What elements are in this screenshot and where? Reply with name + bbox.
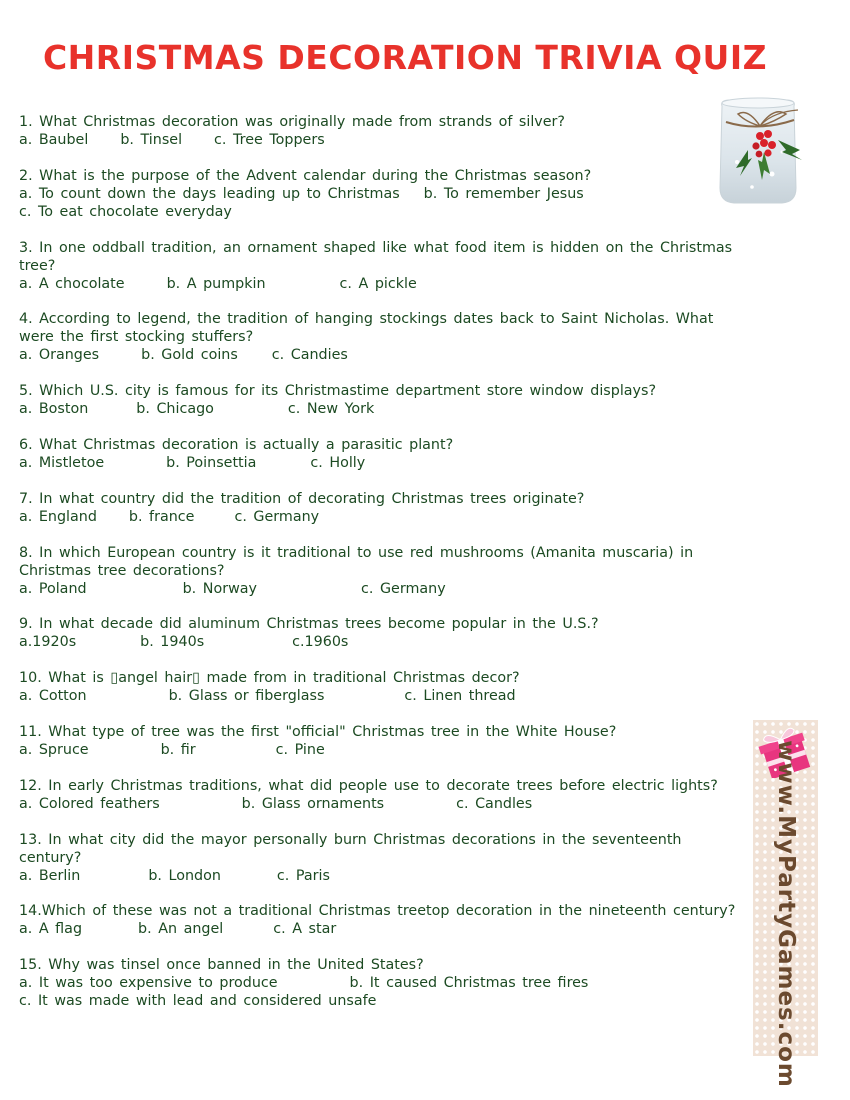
answer-option-a: a. Mistletoe <box>19 454 105 471</box>
answer-option-a: a. Baubel <box>19 132 89 148</box>
answer-options <box>19 920 749 938</box>
answer-options <box>19 867 749 885</box>
answer-option-c: c. Paris <box>276 867 330 884</box>
answer-option-b: b. London <box>148 867 221 884</box>
answer-option-a: a. Spruce <box>19 741 89 758</box>
question-text: 6. What Christmas decoration is actually a parasitic plant? <box>19 436 454 453</box>
answer-option-a: a. It was too expensive to produce <box>19 975 278 992</box>
question-item <box>19 167 749 221</box>
answer-option-c: c. To eat chocolate everyday <box>19 203 232 220</box>
question-item <box>19 615 749 651</box>
answer-option-b: b. Norway <box>182 580 257 597</box>
answer-options <box>19 687 749 705</box>
question-item <box>19 723 749 759</box>
answer-option-c: c. Pine <box>275 741 325 758</box>
answer-option-c: c. A star <box>273 921 337 938</box>
answer-option-a: a. Berlin <box>19 867 81 884</box>
answer-option-b: b. Glass or fiberglass <box>168 688 325 705</box>
answer-options <box>19 633 749 651</box>
question-text: 4. According to legend, the tradition of hanging stockings dates back to Saint Nicholas. What were the first stocking stuffers? <box>19 311 714 346</box>
question-text: 5. Which U.S. city is famous for its Christmastime department store window displays? <box>19 383 657 400</box>
answer-options <box>19 974 749 1010</box>
answer-option-c: c. It was made with lead and considered unsafe <box>19 993 377 1010</box>
answer-option-b: b. 1940s <box>140 634 205 651</box>
answer-option-b: b. A pumpkin <box>166 275 266 292</box>
answer-option-b: b. An angel <box>138 921 224 938</box>
question-item <box>19 902 749 938</box>
question-item <box>19 239 749 293</box>
question-text: 1. What Christmas decoration was originally made from strands of silver? <box>19 114 566 130</box>
answer-options <box>19 275 749 293</box>
question-item <box>19 544 749 598</box>
question-list <box>19 113 749 1028</box>
answer-option-a: a.1920s <box>19 634 77 651</box>
website-url: www.MyPartyGames.com <box>772 740 799 1088</box>
answer-option-c: c. Germany <box>234 508 320 525</box>
question-text: 12. In early Christmas traditions, what did people use to decorate trees before electric lights? <box>19 777 718 794</box>
answer-option-b: b. Glass ornaments <box>241 795 385 812</box>
question-item <box>19 436 749 472</box>
question-item <box>19 382 749 418</box>
question-item <box>19 490 749 526</box>
website-banner <box>753 720 818 1088</box>
answer-option-c: c. New York <box>287 401 375 418</box>
answer-option-c: c. A pickle <box>339 275 417 292</box>
question-text: 11. What type of tree was the first "official" Christmas tree in the White House? <box>19 723 617 740</box>
answer-option-a: a. To count down the days leading up to Christmas <box>19 185 400 202</box>
page-title: CHRISTMAS DECORATION TRIVIA QUIZ <box>42 38 768 77</box>
answer-option-a: a. England <box>19 508 97 525</box>
answer-option-b: b. Chicago <box>136 401 214 418</box>
answer-option-c: c. Holly <box>310 454 366 471</box>
question-item <box>19 956 749 1010</box>
answer-option-b: b. Poinsettia <box>166 454 257 471</box>
question-text: 7. In what country did the tradition of decorating Christmas trees originate? <box>19 490 585 507</box>
answer-option-b: b. It caused Christmas tree fires <box>349 975 589 992</box>
answer-option-c: c. Candles <box>456 795 533 812</box>
question-item <box>19 669 749 705</box>
answer-option-c: c. Tree Toppers <box>214 132 325 148</box>
answer-option-a: a. A chocolate <box>19 275 125 292</box>
question-item <box>19 831 749 885</box>
answer-option-b: b. Tinsel <box>120 132 183 148</box>
answer-options <box>19 508 749 526</box>
answer-options <box>19 454 749 472</box>
answer-option-b: b. fir <box>160 741 196 758</box>
answer-option-a: a. Oranges <box>19 347 100 364</box>
answer-option-a: a. Cotton <box>19 688 87 705</box>
answer-option-c: c. Candies <box>271 347 348 364</box>
question-text: 8. In which European country is it traditional to use red mushrooms (Amanita muscaria) in Christmas tree decorations? <box>19 544 694 579</box>
question-text: 2. What is the purpose of the Advent calendar during the Christmas season? <box>19 167 592 184</box>
question-text: 13. In what city did the mayor personally burn Christmas decorations in the seventeenth century? <box>19 831 682 866</box>
answer-option-b: b. To remember Jesus <box>423 185 584 202</box>
answer-option-b: b. france <box>128 508 195 525</box>
question-text: 9. In what decade did aluminum Christmas trees become popular in the U.S.? <box>19 616 599 633</box>
answer-option-a: a. Poland <box>19 580 87 597</box>
answer-option-a: a. Boston <box>19 401 89 418</box>
question-item <box>19 777 749 813</box>
answer-options <box>19 131 749 149</box>
answer-option-b: b. Gold coins <box>141 347 238 364</box>
answer-option-c: c.1960s <box>292 634 349 651</box>
question-item <box>19 310 749 364</box>
answer-options <box>19 185 749 221</box>
question-text: 3. In one oddball tradition, an ornament shaped like what food item is hidden on the Christmas tree? <box>19 239 733 274</box>
answer-options <box>19 346 749 364</box>
question-item <box>19 113 749 149</box>
answer-options <box>19 580 749 598</box>
answer-option-c: c. Germany <box>361 580 446 597</box>
answer-option-a: a. A flag <box>19 921 83 938</box>
answer-option-a: a. Colored feathers <box>19 795 160 812</box>
answer-options <box>19 795 749 813</box>
answer-option-c: c. Linen thread <box>404 688 516 705</box>
question-text: 10. What is ▯angel hair▯ made from in traditional Christmas decor? <box>19 670 520 687</box>
answer-options <box>19 741 749 759</box>
question-text: 14.Which of these was not a traditional Christmas treetop decoration in the nineteenth century? <box>19 903 736 920</box>
answer-options <box>19 400 749 418</box>
question-text: 15. Why was tinsel once banned in the United States? <box>19 957 424 974</box>
